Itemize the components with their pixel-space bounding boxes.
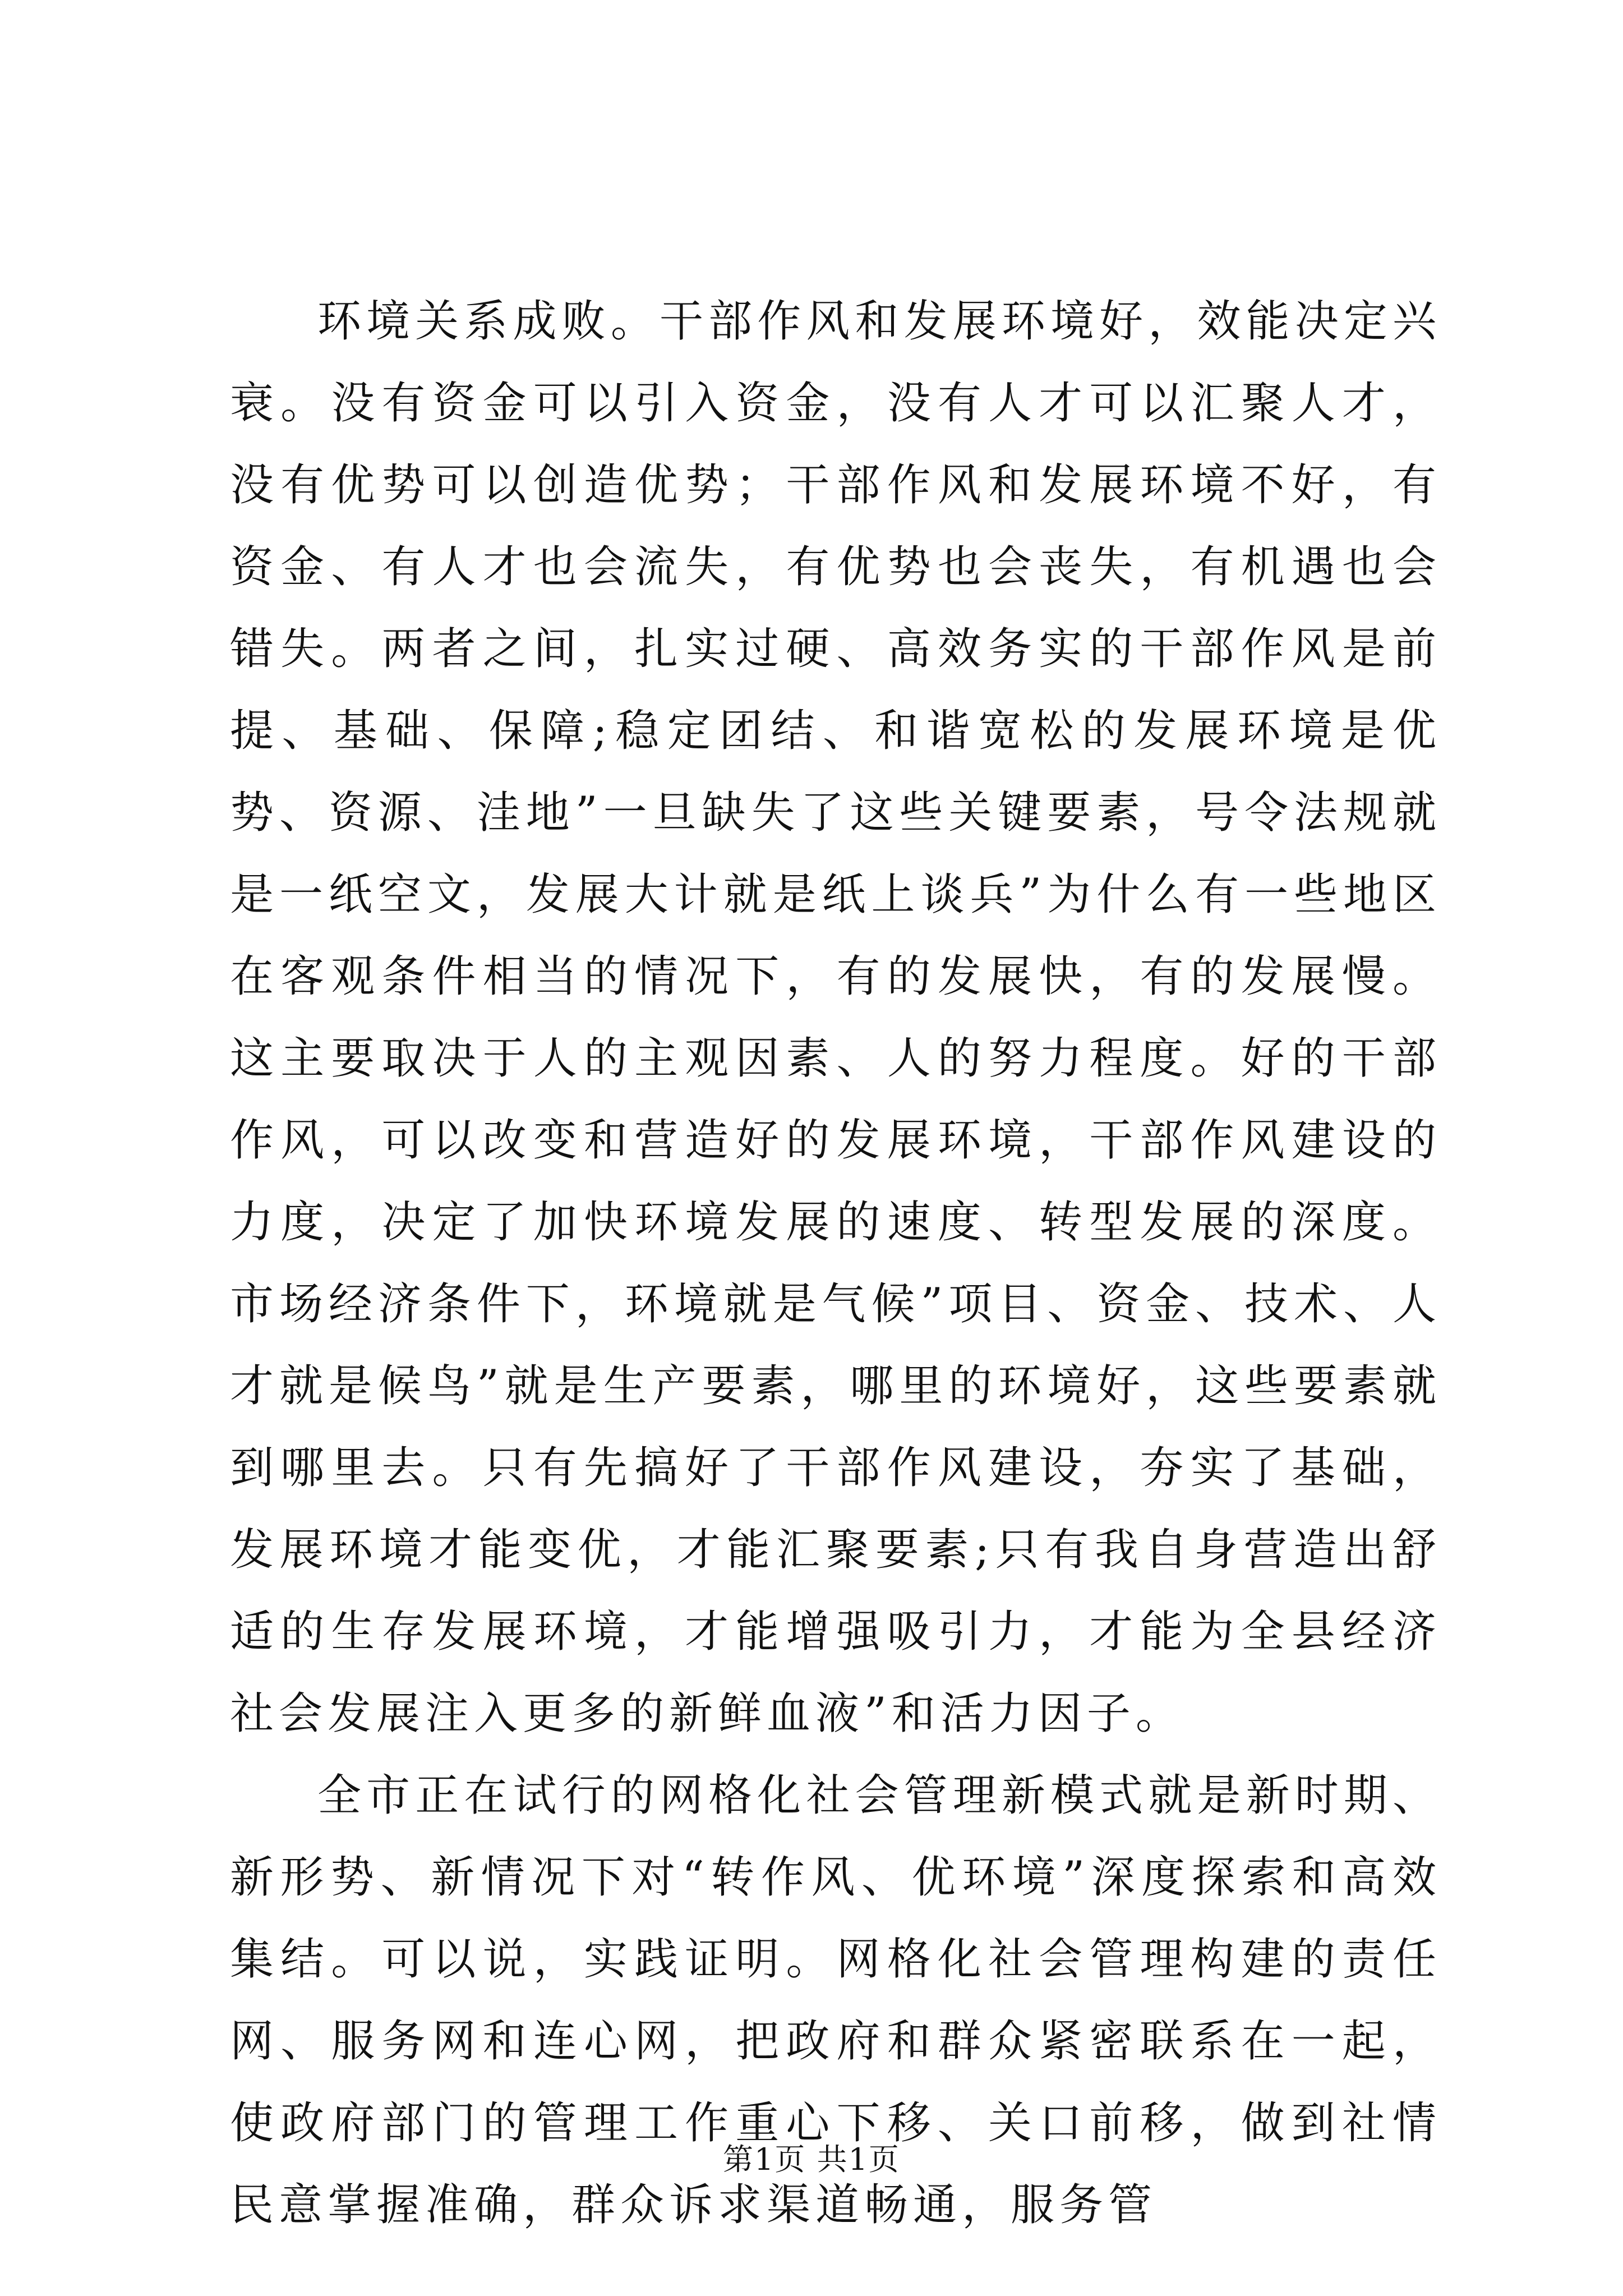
paragraph-2: 全市正在试行的网格化社会管理新模式就是新时期、新形势、新情况下对“转作风、优环境”深度探索和高效集结。可以说，实践证明。网格化社会管理构建的责任网、服务网和连心网，把政府和群众紧密联系在一起，使政府部门的管理工作重心下移、关口前移，做到社情民意掌握准确，群众诉求渠道畅通，服务管	[230, 1770, 1441, 2230]
document-body	[230, 280, 1441, 2246]
paragraph-1: 环境关系成败。干部作风和发展环境好，效能决定兴衰。没有资金可以引入资金，没有人才可以汇聚人才，没有优势可以创造优势；干部作风和发展环境不好，有资金、有人才也会流失，有优势也会丧失，有机遇也会错失。两者之间，扎实过硬、高效务实的干部作风是前提、基础、保障;稳定团结、和谐宽松的发展环境是优势、资源、洼地”一旦缺失了这些关键要素，号令法规就是一纸空文，发展大计就是纸上谈兵”为什么有一些地区在客观条件相当的情况下，有的发展快，有的发展慢。这主要取决于人的主观因素、人的努力程度。好的干部作风，可以改变和营造好的发展环境，干部作风建设的力度，决定了加快环境发展的速度、转型发展的深度。市场经济条件下，环境就是气候”项目、资金、技术、人才就是候鸟”就是生产要素，哪里的环境好，这些要素就到哪里去。只有先搞好了干部作风建设，夯实了基础，发展环境才能变优，才能汇聚要素;只有我自身营造出舒适的生存发展环境，才能增强吸引力，才能为全县经济社会发展注入更多的新鲜血液”和活力因子。	[230, 296, 1441, 1739]
page-footer: 第1页 共1页	[723, 2142, 900, 2177]
